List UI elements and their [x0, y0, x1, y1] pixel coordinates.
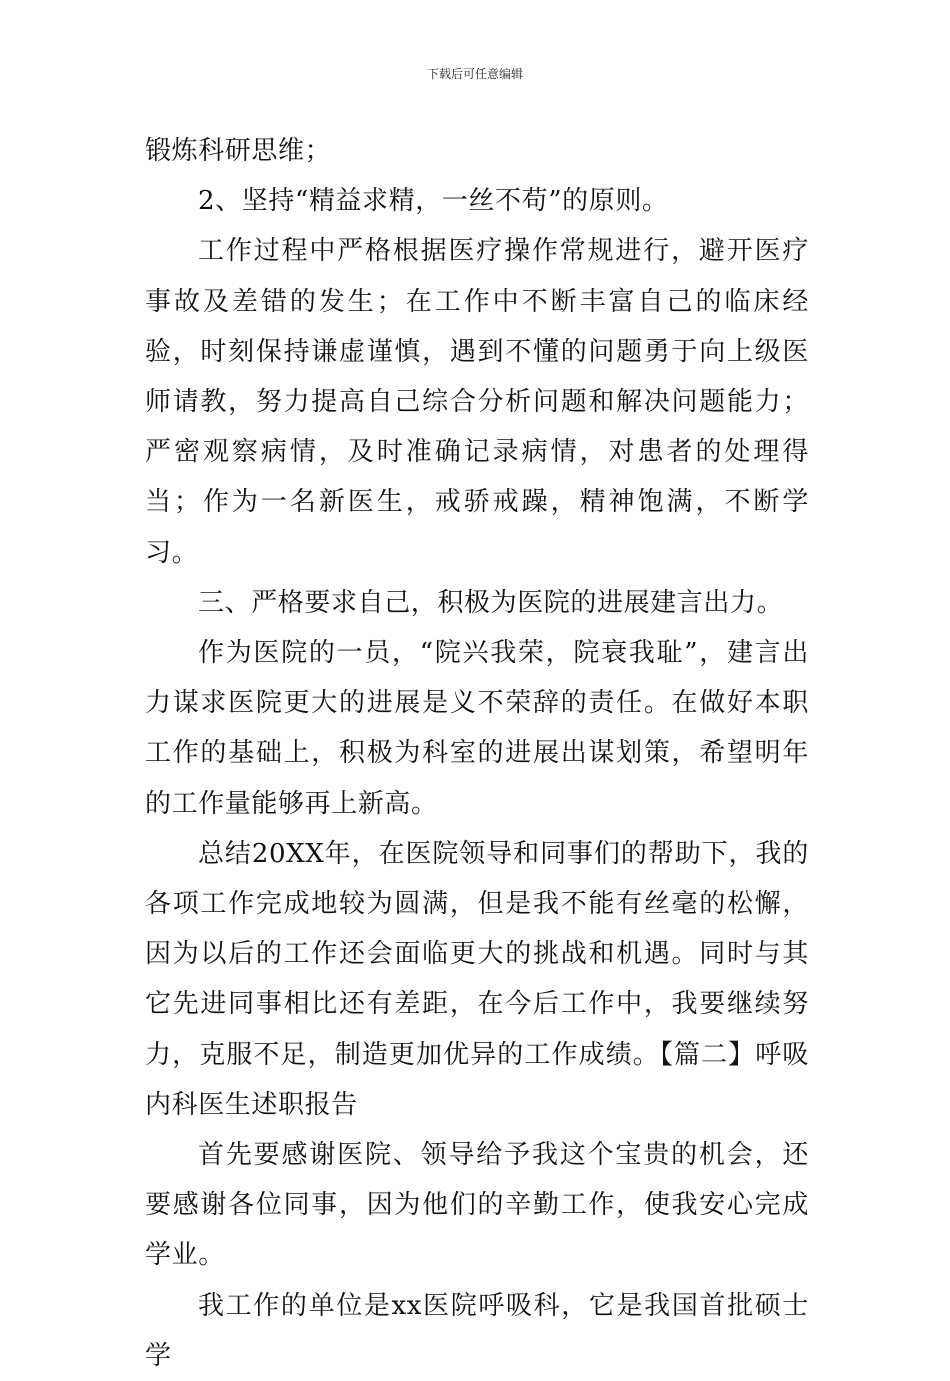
paragraph-4: 三、严格要求自己，积极为医院的进展建言出力。 [198, 587, 784, 618]
page-header: 下载后可任意编辑 [426, 67, 523, 81]
paragraph-2: 2、坚持“精益求精，一丝不苟”的原则。 [198, 186, 669, 217]
paragraph-7: 首先要感谢医院、领导给予我这个宝贵的机会，还要感谢各位同事，因为他们的辛勤工作，使我安心完成学业。 [145, 1140, 809, 1271]
paragraph-6: 总结20XX年，在医院领导和同事们的帮助下，我的各项工作完成地较为圆满，但是我不能有丝毫的松懈，因为以后的工作还会面临更大的挑战和机遇。同时与其它先进同事相比还有差距，在今后工作中，我要继续努力，克服不足，制造更加优异的工作成绩。【篇二】呼吸内科医生述职报告 [145, 838, 809, 1120]
paragraph-5: 作为医院的一员，“院兴我荣，院衰我耻”，建言出力谋求医院更大的进展是义不荣辞的责任。在做好本职工作的基础上，积极为科室的进展出谋划策，希望明年的工作量能够再上新高。 [145, 638, 809, 819]
paragraph-1: 锻炼科研思维； [145, 136, 332, 166]
paragraph-3: 工作过程中严格根据医疗操作常规进行，避开医疗事故及差错的发生；在工作中不断丰富自己的临床经验，时刻保持谦虚谨慎，遇到不懂的问题勇于向上级医师请教，努力提高自己综合分析问题和解决问题能力；严密观察病情，及时准确记录病情，对患者的处理得当；作为一名新医生，戒骄戒躁，精神饱满，不断学习。 [145, 236, 809, 568]
paragraph-8: 我工作的单位是xx医院呼吸科，它是我国首批硕士学 [145, 1290, 809, 1371]
document-body [145, 126, 809, 1381]
